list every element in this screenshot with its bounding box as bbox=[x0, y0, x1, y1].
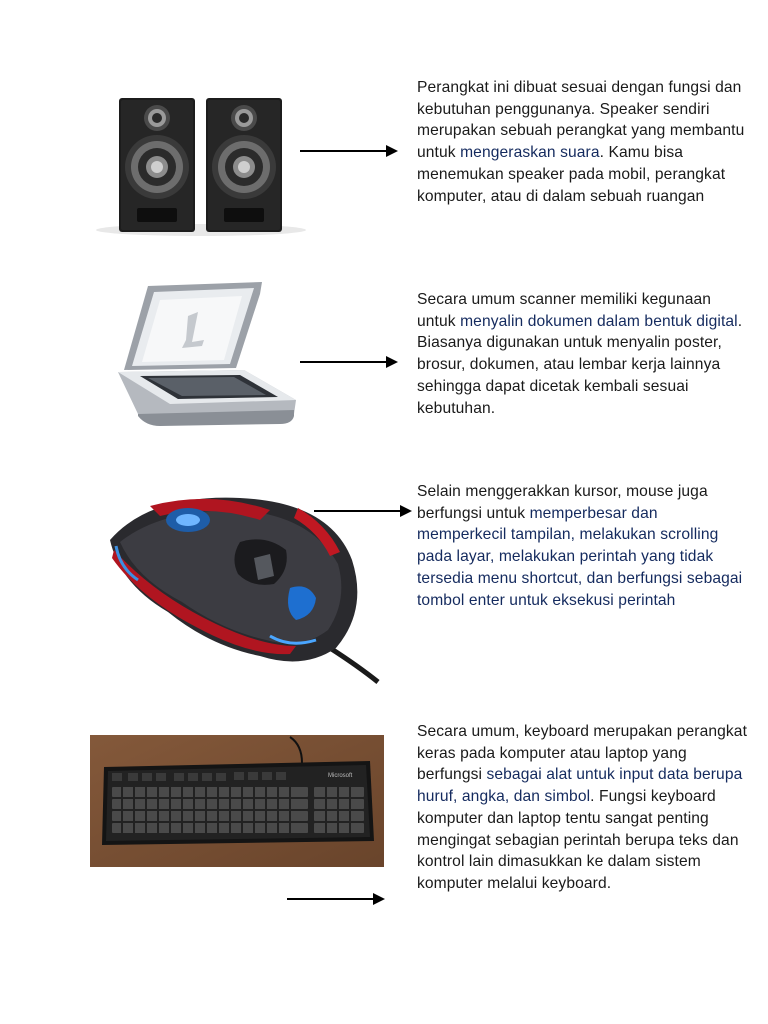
keyboard-description bbox=[417, 721, 747, 895]
speaker-icon bbox=[92, 92, 310, 238]
highlighted-text: mengeraskan suara bbox=[460, 144, 600, 162]
body-text: . Biasanya digunakan untuk menyalin poster, brosur, dokumen, atau lembar kerja lainnya sehingga dapat dicetak kembali sesuai kebutuhan. bbox=[417, 312, 743, 417]
scanner-icon bbox=[112, 280, 300, 440]
body-text: Secara umum scanner memiliki kegunaan untuk bbox=[417, 291, 712, 330]
arrow-right-icon bbox=[287, 893, 385, 905]
arrow-right-icon bbox=[300, 145, 398, 157]
highlighted-text: memperbesar dan memperkecil tampilan, melakukan scrolling pada layar, melakukan perintah yang tidak tersedia menu shortcut, dan berfungsi sebagai tombol enter untuk eksekusi perintah bbox=[417, 504, 743, 609]
speaker-description bbox=[417, 77, 747, 207]
arrow-right-icon bbox=[314, 505, 412, 517]
body-text: . Kamu bisa menemukan speaker pada mobil, perangkat komputer, atau di dalam sebuah ruangan bbox=[417, 144, 726, 205]
body-text: Selain menggerakkan kursor, mouse juga berfungsi untuk bbox=[417, 483, 708, 522]
body-text: Perangkat ini dibuat sesuai dengan fungsi dan kebutuhan penggunanya. Speaker sendiri merupakan sebuah perangkat yang membantu untuk bbox=[417, 79, 745, 162]
highlighted-text: sebagai alat untuk input data berupa huruf, angka, dan simbol bbox=[417, 766, 743, 806]
body-text: Secara umum, keyboard merupakan perangkat keras pada komputer atau laptop yang berfungsi bbox=[417, 723, 748, 784]
arrow-right-icon bbox=[300, 356, 398, 368]
keyboard-icon bbox=[90, 735, 384, 867]
mouse-description bbox=[417, 481, 747, 611]
scanner-description bbox=[417, 289, 747, 419]
body-text: . Fungsi keyboard komputer dan laptop tentu sangat penting mengingat sebagian perintah berupa teks dan kontrol lain dimasukkan ke dalam sistem komputer melalui keyboard. bbox=[417, 788, 739, 892]
highlighted-text: menyalin dokumen dalam bentuk digital bbox=[460, 312, 738, 330]
keyboard-brand-label: Microsoft bbox=[328, 773, 353, 779]
